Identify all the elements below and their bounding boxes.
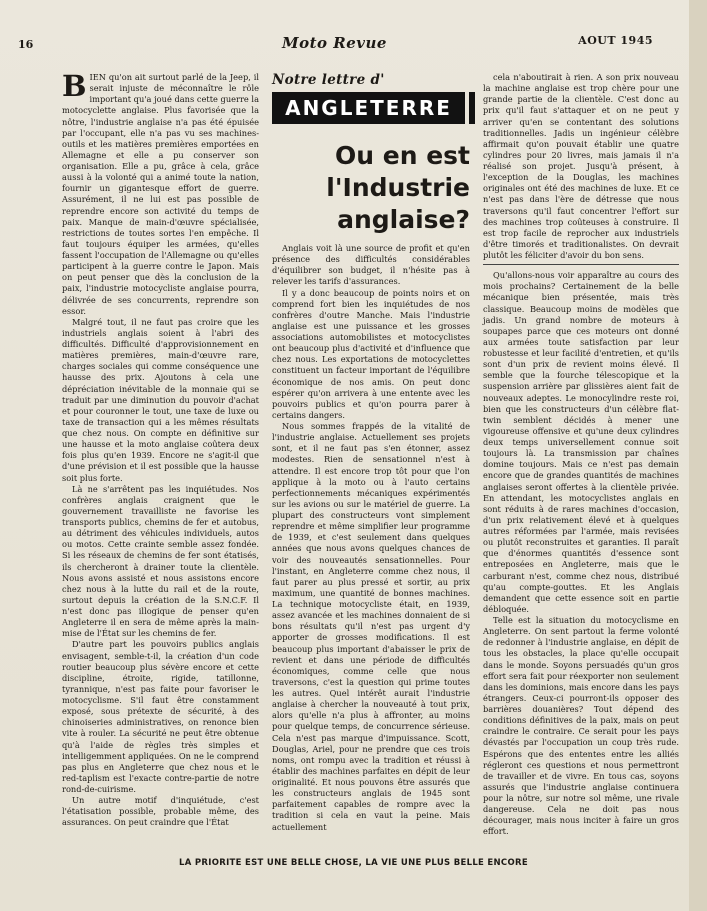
col2-paragraph-1: Anglais voit là une source de profit et qu'en présence des difficultés considérables d'équilibrer son budget, il n'hésite pas à relever les tarifs d'assurances.	[272, 243, 470, 287]
page-number: 16	[18, 38, 34, 51]
page-edge	[689, 0, 707, 911]
col2-paragraph-3: Nous sommes frappés de la vitalité de l'industrie anglaise. Actuellement ses projets sont, et il ne faut pas s'en étonner, assez modestes. Rien de sensationnel n'est à attendre. Il est encore trop tôt pour que l'on applique à la moto ou à l'auto certains perfectionnements mécaniques expérimentés sur les avions ou sur le matériel de guerre. La plupart des constructeurs vont simplement reprendre et même simplifier leur programme de 1939, et c'est seulement dans quelques années que nous avons quelques chances de voir des nouveautés sensationnelles. Pour l'instant, en Angleterre comme chez nous, il faut parer au plus pressé et sortir, au prix maximum, une quantité de bonnes machines. La technique motocycliste était, en 1939, assez avancée et les machines donnaient de si bons résultats qu'il n'est pas urgent d'y apporter de grosses modifications. Il est beaucoup plus important d'abaisser le prix de revient et dans une période de difficultés économiques, comme celle que nous traversons, c'est la question qui prime toutes les autres. Quel intérêt aurait l'industrie anglaise à chercher la nouveauté à tout prix, alors qu'elle n'a plus à affronter, au moins pour quelque temps, de concurrence sérieuse. Cela n'est pas marque d'impuissance. Scott, Douglas, Ariel, pour ne prendre que ces trois noms, ont rompu avec la tradition et réussi à établir des machines parfaites en dépit de leur originalité. Et nous pouvons être assurés que les constructeurs anglais de 1945 sont parfaitement capables de rompre avec la tradition si cela en vaut la peine. Mais actuellement	[272, 421, 470, 832]
issue-date: AOUT 1945	[578, 34, 653, 47]
magazine-title: Moto Revue	[282, 34, 387, 52]
country-banner: ANGLETERRE	[272, 92, 465, 124]
col3-paragraph-2: Qu'allons-nous voir apparaître au cours des mois prochains? Certainement de la belle mécanique bien présentée, mais très classique. Beaucoup moins de modèles que jadis. Un grand nombre de moteurs à soupapes parce que ces moteurs ont donné aux armées toute satisfaction par leur robustesse et leur facilité d'entretien, et qu'ils sont d'un prix de revient moins élevé. Il semble que la fourche télescopique et la suspension arrière par glissières aient fait de nouveaux adeptes. Le monocylindre reste roi, bien que les constructeurs d'un célèbre flat-twin semblent décidés à mener une vigoureuse offensive et qu'une deux cylindres deux temps universellement connue soit toujours là. La transmission par chaînes domine toujours. Mais ce n'est pas demain encore que de grandes quantités de machines anglaises seront offertes à la clientèle privée. En attendant, les motocyclistes anglais en sont réduits à de rares machines d'occasion, d'un prix relativement élevé et à quelques autres réformées par l'armée, mais revisées ou plutôt reconstruites et garanties. Il paraît que d'énormes quantités d'essence sont entreposées en Angleterre, mais que le carburant n'est, comme chez nous, distribué qu'au compte-gouttes. Et les Anglais demandent que cette essence soit en partie débloquée.	[483, 270, 679, 614]
section-divider	[483, 264, 679, 265]
col2-paragraph-2: Il y a donc beaucoup de points noirs et on comprend fort bien les inquiétudes de nos confrères d'outre Manche. Mais l'industrie anglaise est une puissance et les grosses associations automobilistes et motocyclistes ont beaucoup plus d'activité et d'influence que chez nous. Les exportations de motocyclettes constituent un facteur important de l'équilibre économique de nos amis. On peut donc espérer qu'on arrivera à une entente avec les pouvoirs publics et qu'on pourra parer à certains dangers.	[272, 287, 470, 420]
article-headline: Ou en est l'Industrie anglaise?	[326, 141, 470, 234]
col3-paragraph-1: cela n'aboutirait à rien. A son prix nouveau la machine anglaise est trop chère pour une grande partie de la clientèle. C'est donc au prix qu'il faut s'attaquer et on ne peut y arriver qu'en se contentant des solutions traditionnelles. Jadis un ingénieur célèbre affirmait qu'on pouvait établir une quatre cylindres pour 20 livres, mais jamais il n'a réalisé son projet. Jusqu'à présent, à l'exception de la Douglas, les machines originales ont été des machines de luxe. Et ce n'est pas dans l'ère de détresse que nous traversons qu'il faut concentrer l'effort sur des machines trop coûteuses à construire. Il est trop facile de reprocher aux industriels d'être timorés et traditionalistes. On devrait plutôt les féliciter d'avoir du bon sens.	[483, 72, 679, 260]
column-1	[62, 69, 259, 829]
col1-paragraph-3: Là ne s'arrêtent pas les inquiétudes. Nos confrères anglais craignent que le gouvernement travailliste ne favorise les transports publics, chemins de fer et autobus, au détriment des véhicules individuels, autos ou motos. Cette crainte semble assez fondée. Si les réseaux de chemins de fer sont étatisés, ils chercheront à drainer toute la clientèle. Nous avons assisté et nous assistons encore chez nous à la lutte du rail et de la route, surtout depuis la création de la S.N.C.F. Il n'est donc pas illogique de penser qu'en Angleterre il en sera de même après la main-mise de l'État sur les chemins de fer.	[62, 483, 259, 639]
col1-paragraph-1: BIEN qu'on ait surtout parlé de la Jeep, il serait injuste de méconnaître le rôle important qu'a joué dans cette guerre la motocyclette anglaise. Plus favorisée que la nôtre, l'industrie anglaise n'a pas été épuisée par l'occupant, elle n'a pas vu ses machines-outils et les matières premières emportées en Allemagne et elle a pu conserver son organisation. Elle a pu, grâce à cela, grâce aussi à la volonté qui a animé toute la nation, fournir un gigantesque effort de guerre. Assurément, il ne lui est pas possible de reprendre encore son activité du temps de paix. Manque de main-d'œuvre spécialisée, restrictions de toutes sortes l'en empêche. Il faut toujours équiper les armées, qu'elles fassent l'occupation de l'Allemagne ou qu'elles participent à la guerre contre le Japon. Mais on peut penser que dès la conclusion de la paix, l'industrie motocycliste anglaise pourra, délivrée de ses concurrents, reprendre son essor.	[62, 69, 259, 316]
article-kicker: Notre lettre d'	[272, 72, 385, 88]
drop-cap: B	[62, 69, 87, 103]
banner-exclamation	[469, 92, 475, 124]
col1-paragraph-4: D'autre part les pouvoirs publics anglais envisagent, semble-t-il, la création d'un code routier beaucoup plus sévère encore et cette discipline, étroite, rigide, tatillonne, tyrannique, n'est pas faite pour favoriser le motocyclisme. S'il faut être constamment exposé, sous prétexte de sécurité, à des chinoiseries administratives, on renonce bien vite à rouler. La sécurité ne peut être obtenue qu'à l'aide de règles très simples et intelligemment appliquées. On ne le comprend pas plus en Angleterre que chez nous et le red-taplism est l'exacte contre-partie de notre rond-de-cuirisme.	[62, 639, 259, 794]
col1-paragraph-5: Un autre motif d'inquiétude, c'est l'étatisation possible, probable même, des assurances. On peut craindre que l'État	[62, 795, 259, 828]
footer-slogan: LA PRIORITE EST UNE BELLE CHOSE, LA VIE UNE PLUS BELLE ENCORE	[179, 858, 528, 868]
col1-paragraph-2: Malgré tout, il ne faut pas croire que les industriels anglais soient à l'abri des difficultés. Difficulté d'approvisionnement en matières premières, main-d'œuvre rare, charges sociales qui comme conséquence une hausse des prix. Ajoutons à cela une dépréciation inévitable de la monnaie qui se traduit par une diminution du pouvoir d'achat et pour couronner le tout, une taxe de luxe ou taxe de transaction qui a les mêmes résultats que chez nous. On compte en définitive sur une hausse et la moto anglaise coûtera deux fois plus qu'en 1939. Encore ne s'agit-il que d'une prévision et il est possible que la hausse soit plus forte.	[62, 316, 259, 483]
column-3	[483, 72, 679, 838]
column-2	[272, 243, 470, 833]
col3-paragraph-3: Telle est la situation du motocyclisme en Angleterre. On sent partout la ferme volonté de redonner à l'industrie anglaise, en dépit de tous les obstacles, la place qu'elle occupait dans le monde. Soyons persuadés qu'un gros effort sera fait pour réexporter non seulement dans les dominions, mais encore dans les pays étrangers. Ceux-ci pourront-ils opposer des barrières douanières? Tout dépend des conditions définitives de la paix, mais on peut craindre le contraire. Ce serait pour les pays dévastés par l'occupation un coup très rude. Espérons que des ententes entre les alliés régleront ces questions et nous permettront de travailler et de vivre. En tous cas, soyons assurés que l'industrie anglaise continuera pour la nôtre, sur notre sol même, une rivale dangereuse. Cela ne doit pas nous décourager, mais nous inciter à faire un gros effort.	[483, 615, 679, 837]
